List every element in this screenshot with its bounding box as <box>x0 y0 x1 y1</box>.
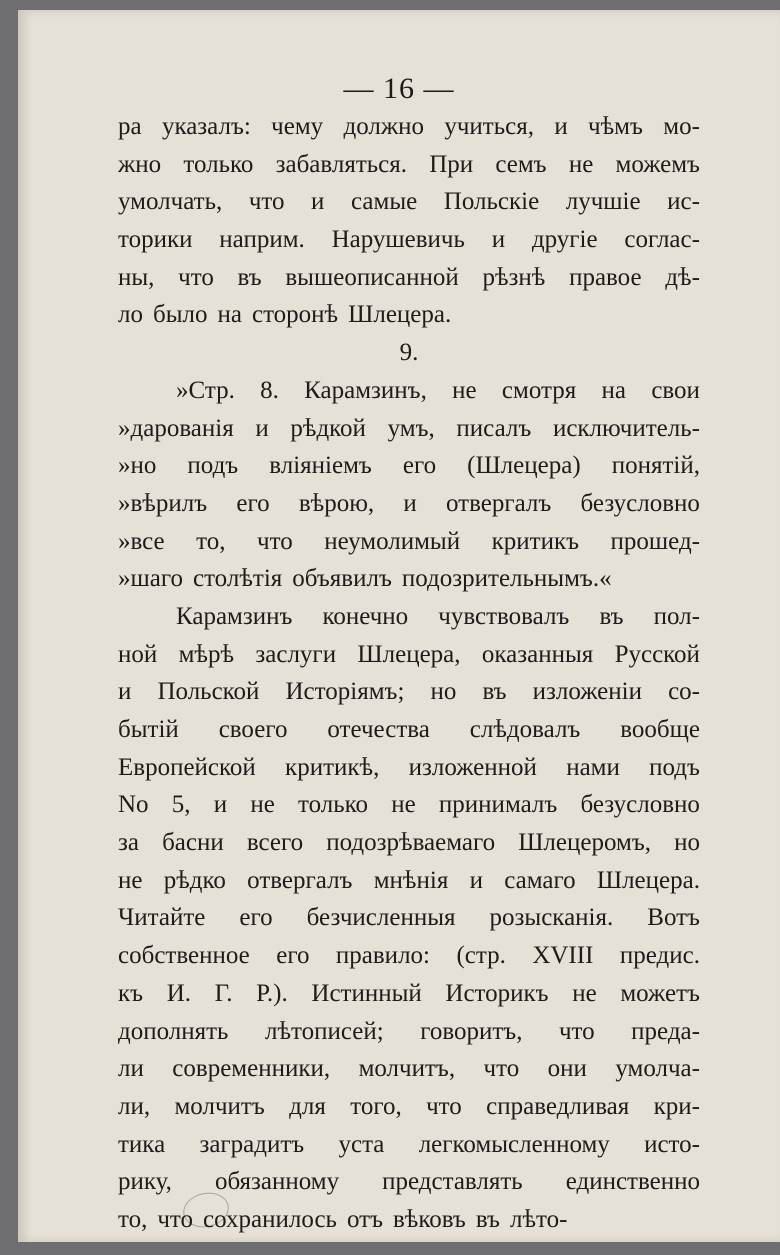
paragraph-2-line: не рѣдко отвергалъ мнѣнія и самаго Шлецера. <box>118 866 700 894</box>
quote-line: »вѣрилъ его вѣрою, и отвергалъ безусловно <box>118 489 700 517</box>
quote-line: »дарованія и рѣдкой умъ, писалъ исключитель- <box>118 414 700 442</box>
paragraph-2-line: бытій своего отечества слѣдовалъ вообще <box>118 716 700 743</box>
paragraph-2-line: къ И. Г. Р.). Истинный Историкъ не можетъ <box>118 979 700 1007</box>
paragraph-2-line: ли современники, молчитъ, что они умолча- <box>118 1055 700 1083</box>
paragraph-2-line: и Польской Исторіямъ; но въ изложеніи со- <box>118 678 700 706</box>
paragraph-2-line: No 5, и не только не принималъ безусловно <box>118 791 700 819</box>
paragraph-1-line: ны, что въ вышеописанной рѣзнѣ правое дѣ- <box>118 263 700 291</box>
paragraph-2-line: Европейской критикѣ, изложенной нами подъ <box>118 753 700 781</box>
paragraph-1-line: жно только забавляться. При семъ не можемъ <box>118 150 700 178</box>
paragraph-2-line: за басни всего подозрѣваемаго Шлецеромъ, но <box>118 829 700 857</box>
paragraph-2-line: дополнять лѣтописей; говоритъ, что преда- <box>118 1017 700 1045</box>
body-text <box>118 108 700 1239</box>
paragraph-2-line: рику, обязанному представлять единственно <box>118 1168 700 1196</box>
paragraph-1-line: ло было на сторонѣ Шлецера. <box>118 301 452 329</box>
paragraph-2-line: собственное его правило: (стр. XVIII предис. <box>118 942 700 970</box>
paragraph-1-line: умолчать, что и самые Польскіе лучшіе ис- <box>118 188 700 216</box>
paragraph-2-line: ли, молчитъ для того, что справедливая кри- <box>118 1092 700 1120</box>
paragraph-1-line: торики наприм. Нарушевичь и другіе соглас- <box>118 226 700 254</box>
quote-line: »шаго столѣтія объявилъ подозрительнымъ.« <box>118 565 612 593</box>
paragraph-2-line: Читайте его безчисленныя розысканія. Вотъ <box>118 904 700 932</box>
quote-line: »но подъ вліяніемъ его (Шлецера) понятій, <box>118 452 700 480</box>
quote-line: »Стр. 8. Карамзинъ, не смотря на свои <box>176 376 700 404</box>
paragraph-2-line: ной мѣрѣ заслуги Шлецера, оказанныя Русской <box>118 640 700 668</box>
paragraph-1-line: ра указалъ: чему должно учиться, и чѣмъ мо- <box>118 113 700 140</box>
page-number: — 16 — <box>343 72 455 105</box>
paragraph-2-line: Карамзинъ конечно чувствовалъ въ пол- <box>176 602 700 630</box>
paragraph-2-line: то, что сохранилось отъ вѣковъ въ лѣто- <box>118 1205 568 1233</box>
section-number: 9. <box>399 339 419 367</box>
paragraph-2-line: тика заградитъ уста легкомысленному исто- <box>118 1130 700 1158</box>
quote-line: »все то, что неумолимый критикъ прошед- <box>118 527 700 555</box>
